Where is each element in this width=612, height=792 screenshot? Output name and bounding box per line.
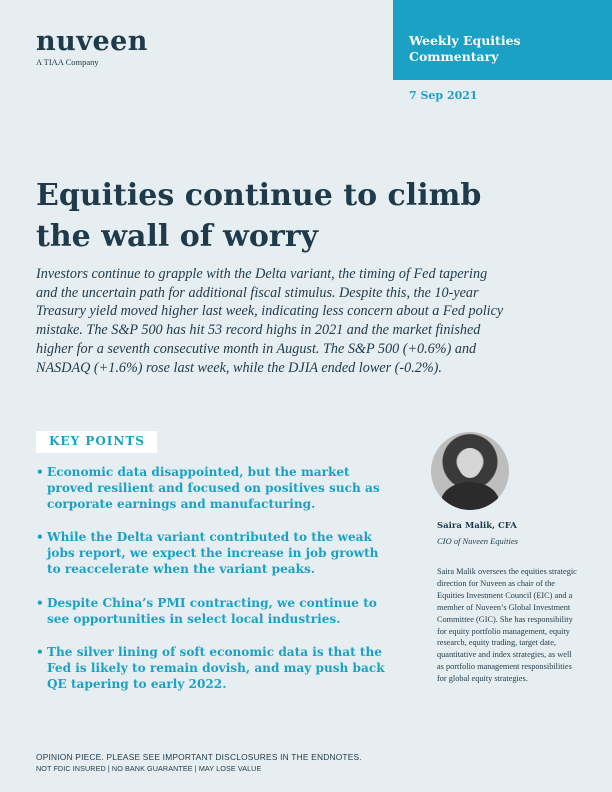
avatar-face: [458, 448, 482, 478]
brand-tagline: A TIAA Company: [36, 57, 99, 67]
author-name: Saira Malik, CFA: [437, 521, 517, 531]
author-avatar: [431, 432, 509, 510]
brand-logo: nuveen: [36, 26, 148, 57]
bullet-icon: •: [36, 465, 44, 479]
key-point-text: Despite China’s PMI contracting, we continue to see opportunities in select local industries.: [47, 595, 377, 626]
page-title: Equities continue to climb the wall of worry: [36, 178, 482, 254]
publication-date: 7 Sep 2021: [409, 89, 478, 102]
series-title: Weekly Equities Commentary: [393, 0, 612, 80]
bullet-icon: •: [36, 595, 44, 610]
footer-legal: NOT FDIC INSURED | NO BANK GUARANTEE | MAY LOSE VALUE: [36, 764, 262, 773]
key-points-list: [36, 465, 396, 693]
key-points-label: KEY POINTS: [36, 431, 157, 453]
bullet-icon: •: [36, 530, 44, 545]
bullet-icon: •: [36, 645, 44, 660]
author-bio: Saira Malik oversees the equities strategic direction for Nuveen as chair of the Equities Investment Council (EIC) and a member of Nuveen’s Global Investment Committee (GIC). She has responsibility for equity portfolio management, equity research, equity trading, target date, quantitative and index strategies, as well as portfolio management responsibilities for global equity strategies.: [437, 567, 577, 684]
key-point-text: While the Delta variant contributed to the weak jobs report, we expect the increase in job growth to reaccelerate when the variant peaks.: [47, 530, 379, 576]
footer-disclaimer: OPINION PIECE. PLEASE SEE IMPORTANT DISCLOSURES IN THE ENDNOTES.: [36, 752, 362, 762]
key-point-text: Economic data disappointed, but the market proved resilient and focused on positives such as corporate earnings and manufacturing.: [47, 465, 380, 511]
key-point-text: The silver lining of soft economic data is that the Fed is likely to remain dovish, and may push back QE tapering to early 2022.: [47, 645, 385, 691]
key-point-item: [36, 596, 396, 628]
key-point-item: [36, 645, 396, 692]
key-point-item: [36, 465, 396, 512]
intro-paragraph: Investors continue to grapple with the Delta variant, the timing of Fed tapering and the uncertain path for additional fiscal stimulus. Despite this, the 10-year Treasury yield moved higher last week, indicating less concern about a Fed policy mistake. The S&P 500 has hit 53 record highs in 2021 and the market finished higher for a seventh consecutive month in August. The S&P 500 (+0.6%) and NASDAQ (+1.6%) rose last week, while the DJIA ended lower (-0.2%).: [36, 266, 504, 376]
avatar-shoulders: [441, 482, 499, 510]
author-title: CIO of Nuveen Equities: [437, 536, 518, 546]
key-point-item: [36, 530, 396, 577]
